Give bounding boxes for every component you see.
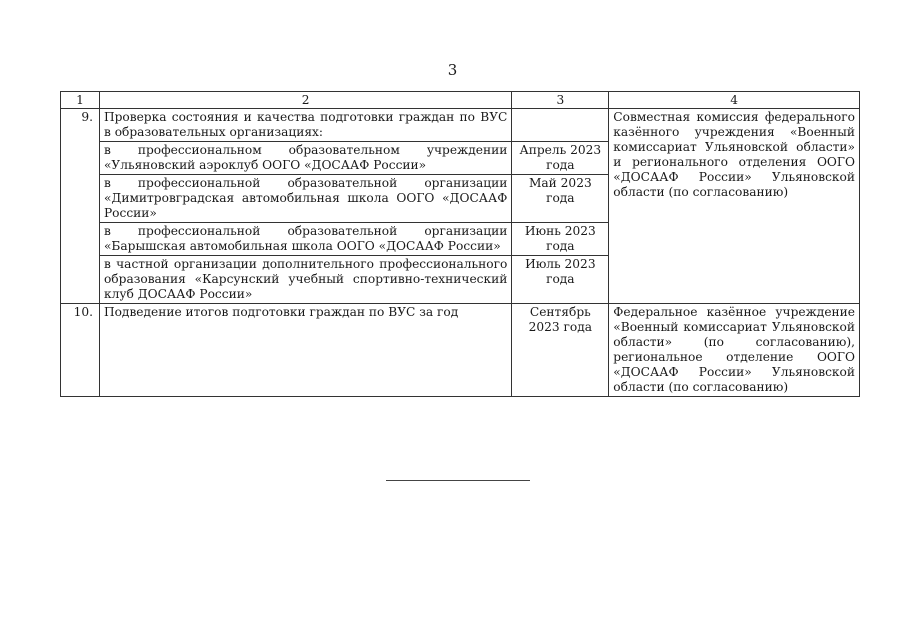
end-divider: [386, 480, 530, 481]
row-9-item-1-date: Апрель 2023 года: [512, 142, 609, 175]
header-col-3: 3: [512, 92, 609, 109]
row-9-item-2-text: в профессиональной образовательной организации «Димитровградская автомобильная школа ООГО «ДОСААФ России»: [99, 175, 511, 223]
row-9-item-3-date: Июнь 2023 года: [512, 223, 609, 256]
table-header-row: [61, 92, 860, 109]
table-row: [61, 304, 860, 397]
row-9-item-1-text: в профессиональном образовательном учреждении «Ульяновский аэроклуб ООГО «ДОСААФ России»: [99, 142, 511, 175]
page-number: 3: [447, 61, 458, 79]
header-col-1: 1: [61, 92, 100, 109]
row-10-date: Сентябрь 2023 года: [512, 304, 609, 397]
row-10-title: Подведение итогов подготовки граждан по ВУС за год: [99, 304, 511, 397]
header-col-4: 4: [609, 92, 860, 109]
row-10-responsible: Федеральное казённое учреждение «Военный комиссариат Ульяновской области» (по согласованию), региональное отделение ООГО «ДОСААФ России» Ульяновской области (по согласованию): [609, 304, 860, 397]
row-9-title-date: [512, 109, 609, 142]
row-10-number: 10.: [61, 304, 100, 397]
plan-table: [60, 91, 860, 397]
row-9-responsible: Совместная комиссия федерального казённого учреждения «Военный комиссариат Ульяновской области» и регионального отделения ООГО «ДОСААФ России» Ульяновской области (по согласованию): [609, 109, 860, 304]
row-9-item-3-text: в профессиональной образовательной организации «Барышская автомобильная школа ООГО «ДОСААФ России»: [99, 223, 511, 256]
header-col-2: 2: [99, 92, 511, 109]
table-row: [61, 109, 860, 142]
row-9-item-2-date: Май 2023 года: [512, 175, 609, 223]
row-9-title: Проверка состояния и качества подготовки граждан по ВУС в образовательных организациях:: [99, 109, 511, 142]
row-9-item-4-date: Июль 2023 года: [512, 256, 609, 304]
row-9-number: 9.: [61, 109, 100, 304]
row-9-item-4-text: в частной организации дополнительного профессионального образования «Карсунский учебный спортивно-технический клуб ДОСААФ России»: [99, 256, 511, 304]
